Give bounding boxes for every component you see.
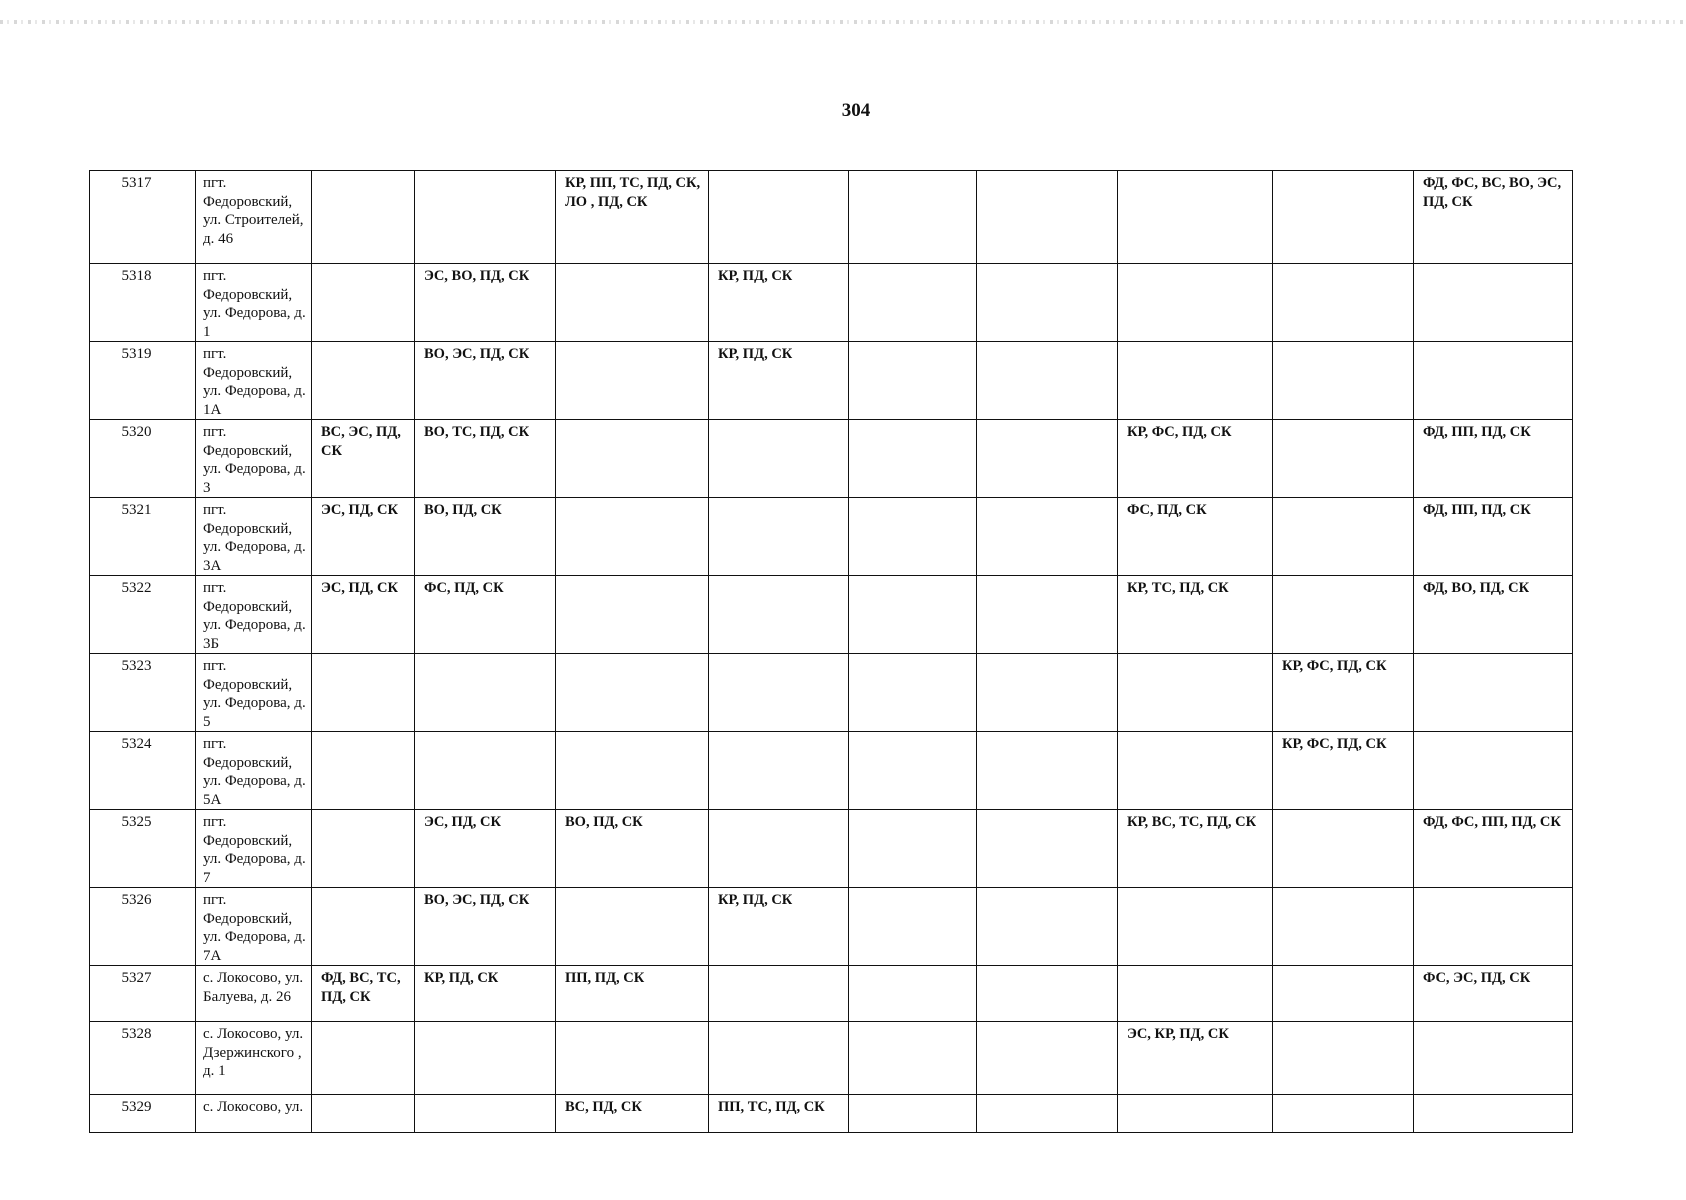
work-cell [1118, 966, 1273, 1022]
work-cell [1273, 576, 1414, 654]
work-cell [556, 498, 709, 576]
work-cell: ЭС, ПД, СК [312, 498, 415, 576]
work-cell [1414, 888, 1573, 966]
table-row [90, 732, 1573, 810]
work-cell [415, 1022, 556, 1095]
work-cell: ЭС, ПД, СК [415, 810, 556, 888]
work-cell: ЭС, ВО, ПД, СК [415, 264, 556, 342]
row-number: 5324 [90, 732, 196, 810]
row-number: 5317 [90, 171, 196, 264]
work-cell: ФС, ЭС, ПД, СК [1414, 966, 1573, 1022]
work-cell: ФД, ВС, ТС, ПД, СК [312, 966, 415, 1022]
address-cell: пгт. Федоровский, ул. Федорова, д. 3Б [196, 576, 312, 654]
work-cell [1273, 1095, 1414, 1133]
table-row [90, 264, 1573, 342]
work-cell [312, 1022, 415, 1095]
address-cell: пгт. Федоровский, ул. Федорова, д. 5А [196, 732, 312, 810]
work-cell [556, 342, 709, 420]
row-number: 5329 [90, 1095, 196, 1133]
work-cell [1273, 264, 1414, 342]
work-cell [1273, 420, 1414, 498]
work-cell [849, 732, 977, 810]
work-cell: ВО, ПД, СК [415, 498, 556, 576]
table-row [90, 888, 1573, 966]
work-cell [1118, 732, 1273, 810]
work-cell [977, 732, 1118, 810]
row-number: 5325 [90, 810, 196, 888]
address-cell: пгт. Федоровский, ул. Федорова, д. 5 [196, 654, 312, 732]
work-cell [1414, 732, 1573, 810]
work-cell [849, 888, 977, 966]
work-cell [977, 654, 1118, 732]
table-row [90, 966, 1573, 1022]
work-cell [1273, 171, 1414, 264]
work-cell [709, 966, 849, 1022]
work-cell [977, 171, 1118, 264]
work-cell: КР, ВС, ТС, ПД, СК [1118, 810, 1273, 888]
work-cell [1118, 264, 1273, 342]
work-cell [977, 810, 1118, 888]
address-cell: пгт. Федоровский, ул. Федорова, д. 3 [196, 420, 312, 498]
work-cell [1273, 1022, 1414, 1095]
work-cell: КР, ТС, ПД, СК [1118, 576, 1273, 654]
address-cell: с. Локосово, ул. Дзержинского , д. 1 [196, 1022, 312, 1095]
work-cell [709, 420, 849, 498]
work-cell: ФС, ПД, СК [415, 576, 556, 654]
work-cell [709, 576, 849, 654]
work-cell [977, 1022, 1118, 1095]
work-cell: ПП, ТС, ПД, СК [709, 1095, 849, 1133]
work-cell [709, 171, 849, 264]
work-cell [977, 264, 1118, 342]
work-cell [556, 888, 709, 966]
work-cell [849, 1022, 977, 1095]
work-cell [977, 576, 1118, 654]
work-cell [1414, 264, 1573, 342]
work-cell [415, 171, 556, 264]
row-number: 5321 [90, 498, 196, 576]
address-cell: с. Локосово, ул. Балуева, д. 26 [196, 966, 312, 1022]
work-cell [312, 654, 415, 732]
table-row [90, 576, 1573, 654]
work-cell: ФС, ПД, СК [1118, 498, 1273, 576]
work-cell: ФД, ВО, ПД, СК [1414, 576, 1573, 654]
work-cell [312, 264, 415, 342]
work-cell [849, 498, 977, 576]
work-cell: КР, ПД, СК [709, 888, 849, 966]
row-number: 5326 [90, 888, 196, 966]
work-cell [977, 342, 1118, 420]
work-cell: КР, ФС, ПД, СК [1273, 732, 1414, 810]
work-cell [312, 888, 415, 966]
work-cell: ВС, ЭС, ПД, СК [312, 420, 415, 498]
work-cell: ФД, ПП, ПД, СК [1414, 420, 1573, 498]
work-cell [849, 171, 977, 264]
work-cell [556, 420, 709, 498]
work-cell [1273, 342, 1414, 420]
work-cell: КР, ПД, СК [709, 264, 849, 342]
row-number: 5328 [90, 1022, 196, 1095]
work-cell [709, 498, 849, 576]
row-number: 5322 [90, 576, 196, 654]
work-cell [312, 732, 415, 810]
work-cell: ВО, ЭС, ПД, СК [415, 888, 556, 966]
work-cell [556, 1022, 709, 1095]
work-cell [709, 654, 849, 732]
row-number: 5320 [90, 420, 196, 498]
table-row [90, 342, 1573, 420]
work-cell: КР, ПД, СК [415, 966, 556, 1022]
work-cell [312, 342, 415, 420]
work-cell: ПП, ПД, СК [556, 966, 709, 1022]
address-cell: пгт. Федоровский, ул. Федорова, д. 7А [196, 888, 312, 966]
work-cell [1118, 654, 1273, 732]
work-cell [1414, 654, 1573, 732]
work-cell [709, 1022, 849, 1095]
work-cell [849, 1095, 977, 1133]
row-number: 5319 [90, 342, 196, 420]
work-cell [415, 732, 556, 810]
work-cell [977, 420, 1118, 498]
work-cell [415, 1095, 556, 1133]
work-cell [312, 1095, 415, 1133]
work-cell [849, 420, 977, 498]
work-cell: ФД, ФС, ВС, ВО, ЭС, ПД, СК [1414, 171, 1573, 264]
row-number: 5327 [90, 966, 196, 1022]
work-cell [709, 732, 849, 810]
work-cell: ВО, ПД, СК [556, 810, 709, 888]
table-row [90, 171, 1573, 264]
work-cell: ФД, ПП, ПД, СК [1414, 498, 1573, 576]
work-cell [1273, 498, 1414, 576]
scan-edge-artifact [0, 20, 1686, 24]
work-cell [1273, 810, 1414, 888]
work-cell [1414, 342, 1573, 420]
work-cell [1118, 888, 1273, 966]
work-cell [1118, 342, 1273, 420]
work-cell [709, 810, 849, 888]
work-cell: ЭС, ПД, СК [312, 576, 415, 654]
address-cell: пгт. Федоровский, ул. Федорова, д. 3А [196, 498, 312, 576]
table-row [90, 810, 1573, 888]
work-cell: ВС, ПД, СК [556, 1095, 709, 1133]
work-cell: ЭС, КР, ПД, СК [1118, 1022, 1273, 1095]
table-row [90, 420, 1573, 498]
work-cell [312, 810, 415, 888]
address-cell: с. Локосово, ул. [196, 1095, 312, 1133]
address-cell: пгт. Федоровский, ул. Федорова, д. 1 [196, 264, 312, 342]
work-cell: ВО, ТС, ПД, СК [415, 420, 556, 498]
table-row [90, 1095, 1573, 1133]
work-cell [556, 654, 709, 732]
work-cell [1118, 1095, 1273, 1133]
work-cell: ВО, ЭС, ПД, СК [415, 342, 556, 420]
work-cell: КР, ПП, ТС, ПД, СК, ЛО , ПД, СК [556, 171, 709, 264]
row-number: 5318 [90, 264, 196, 342]
repair-schedule-table [89, 170, 1573, 1133]
work-cell: КР, ПД, СК [709, 342, 849, 420]
work-cell [977, 966, 1118, 1022]
work-cell [415, 654, 556, 732]
address-cell: пгт. Федоровский, ул. Строителей, д. 46 [196, 171, 312, 264]
work-cell [312, 171, 415, 264]
work-cell [977, 888, 1118, 966]
work-cell [977, 1095, 1118, 1133]
work-cell [1118, 171, 1273, 264]
work-cell [556, 576, 709, 654]
table-row [90, 498, 1573, 576]
work-cell [1273, 888, 1414, 966]
page-number: 304 [841, 100, 871, 121]
work-cell [556, 732, 709, 810]
work-cell: КР, ФС, ПД, СК [1118, 420, 1273, 498]
work-cell [849, 264, 977, 342]
table-row [90, 1022, 1573, 1095]
work-cell [849, 342, 977, 420]
table-row [90, 654, 1573, 732]
work-cell: КР, ФС, ПД, СК [1273, 654, 1414, 732]
work-cell [849, 576, 977, 654]
work-cell [1414, 1022, 1573, 1095]
address-cell: пгт. Федоровский, ул. Федорова, д. 7 [196, 810, 312, 888]
work-cell [849, 966, 977, 1022]
work-cell [1273, 966, 1414, 1022]
work-cell [849, 810, 977, 888]
work-cell: ФД, ФС, ПП, ПД, СК [1414, 810, 1573, 888]
work-cell [556, 264, 709, 342]
row-number: 5323 [90, 654, 196, 732]
address-cell: пгт. Федоровский, ул. Федорова, д. 1А [196, 342, 312, 420]
work-cell [1414, 1095, 1573, 1133]
work-cell [977, 498, 1118, 576]
work-cell [849, 654, 977, 732]
